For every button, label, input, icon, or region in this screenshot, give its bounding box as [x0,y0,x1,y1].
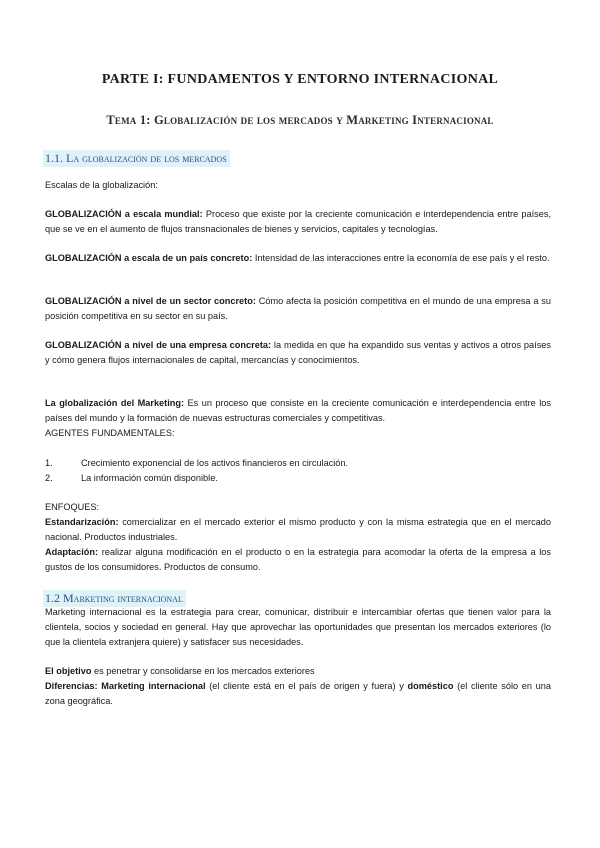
enfoque-text: realizar alguna modificación en el producto o en la estrategia para acomodar la oferta de la empresa a los gustos de los consumidores. Productos de consumo. [45,547,551,572]
scale-paragraph-empresa [45,338,551,368]
enfoques-label: ENFOQUES: [45,502,100,512]
scale-term: GLOBALIZACIÓN a nivel de un sector concreto: [45,296,256,306]
scale-text: Proceso que existe por la creciente comunicación e interdependencia entre países, que se ve en el aumento de flujos transnacionales de bienes y servicios, capitales y tecnologías. [45,209,552,234]
agentes-list [45,456,551,486]
objetivo-term: El objetivo [45,666,92,676]
list-item [45,456,551,471]
objetivo-text: es penetrar y consolidarse en los mercados exteriores [91,666,315,676]
enfoque-term: Estandarización: [45,517,119,527]
scale-text: la medida en que ha expandido sus ventas y activos a otros países y cómo genera flujos internacionales de capital, mercancías y conocimientos. [45,340,552,365]
marketing-term: La globalización del Marketing: [45,398,185,408]
list-item [45,471,551,486]
enfoque-term: Adaptación: [45,547,99,557]
scale-paragraph-pais [45,251,551,266]
enfoques-block [45,500,551,575]
objetivo-diferencias-block [45,664,551,709]
domestico-term: doméstico [407,681,454,691]
enfoque-text: comercializar en el mercado exterior el mismo producto y con la misma estrategia que en el mercado nacional. Productos industriales. [45,517,551,542]
scales-intro: Escalas de la globalización: [45,180,158,190]
diferencias-term: Diferencias: Marketing internacional [45,681,206,691]
marketing-internacional-definition: Marketing internacional es la estrategia para crear, comunicar, distribuir e intercambiar ofertas que tienen valor para la clientela, socios y sociedad en general. Hay que aprovechar las oportunidades que presentan los mercados exteriores (lo que la clientela extranjera quiere) y satisfacer sus necesidades. [45,607,551,647]
list-number: 2. [45,473,53,483]
marketing-globalization-paragraph [45,396,551,441]
scale-term: GLOBALIZACIÓN a escala mundial: [45,209,203,219]
scale-term: GLOBALIZACIÓN a escala de un país concreto: [45,253,253,263]
section-heading-1-1: 1.1. La globalización de los mercados [43,150,230,167]
list-number: 1. [45,458,53,468]
scale-paragraph-mundial [45,207,551,237]
scale-term: GLOBALIZACIÓN a nivel de una empresa concreta: [45,340,272,350]
agentes-label: AGENTES FUNDAMENTALES: [45,428,175,438]
scale-text: Cómo afecta la posición competitiva en el mundo de una empresa a su posición competitiva en su sector en su país. [45,296,551,321]
list-text: Crecimiento exponencial de los activos financieros en circulación. [81,458,349,468]
tema-title: Tema 1: Globalización de los mercados y Marketing Internacional [106,113,494,127]
scale-paragraph-sector [45,294,551,324]
list-text: La información común disponible. [81,473,218,483]
scale-text: Intensidad de las interacciones entre la economía de ese país y el resto. [252,253,550,263]
section-heading-1-2: 1.2 Marketing internacional [43,590,186,607]
marketing-text: Es un proceso que consiste en la creciente comunicación e interdependencia entre los países del mundo y la formación de nuevas estructuras comerciales y competitivas. [45,398,551,423]
part-title: PARTE I: FUNDAMENTOS Y ENTORNO INTERNACIONAL [101,72,499,87]
domestico-text: (el cliente sólo en una zona geográfica. [45,681,551,706]
diferencias-text: (el cliente está en el país de origen y fuera) y [205,681,408,691]
